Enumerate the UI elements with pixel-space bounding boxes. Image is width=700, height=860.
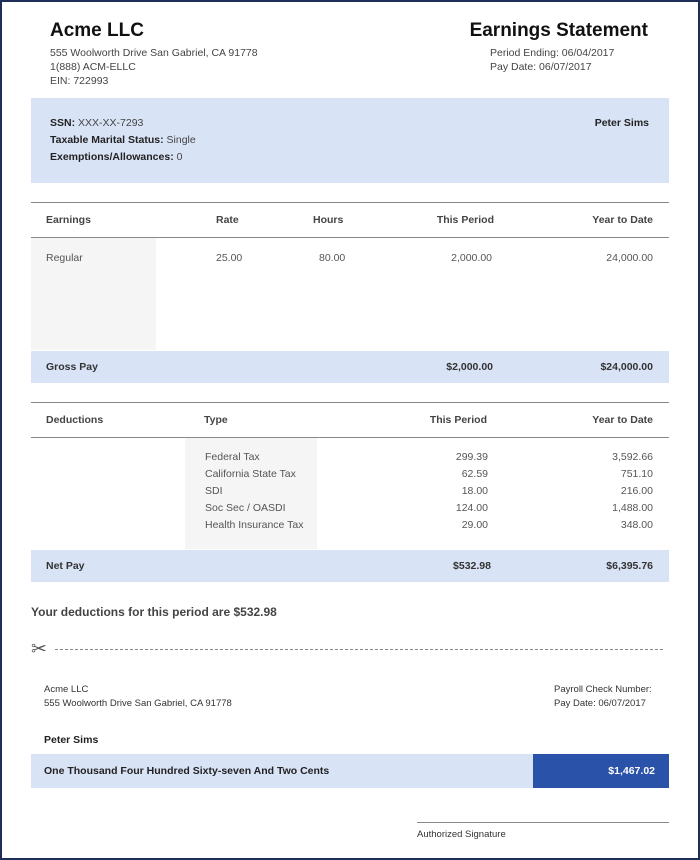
net-pay-period: $532.98 [453, 560, 491, 572]
deduction-ytd-list [540, 451, 653, 536]
scissors-icon: ✂ [31, 639, 47, 660]
dashed-divider [55, 649, 663, 650]
ssn-label: SSN: [50, 117, 76, 129]
deduction-period: 124.00 [455, 502, 488, 514]
signature-line [417, 822, 669, 823]
deduction-period: 29.00 [461, 519, 488, 531]
gross-pay-period: $2,000.00 [446, 361, 493, 373]
marital-line [50, 134, 196, 146]
deductions-header-ytd: Year to Date [592, 414, 653, 426]
earnings-header-this-period: This Period [436, 214, 494, 226]
ssn-value: XXX-XX-7293 [78, 117, 144, 129]
gross-pay-label: Gross Pay [46, 361, 98, 373]
deduction-ytd: 216.00 [620, 485, 653, 497]
deduction-type: Health Insurance Tax [205, 519, 304, 531]
deduction-type: Soc Sec / OASDI [205, 502, 286, 514]
company-ein: EIN: 722993 [50, 75, 109, 87]
marital-value: Single [166, 134, 196, 146]
exemptions-value: 0 [176, 151, 183, 163]
earnings-row-ytd: 24,000.00 [606, 252, 653, 264]
earnings-header-rate: Rate [216, 214, 239, 226]
deduction-period: 299.39 [455, 451, 488, 463]
earnings-header-hours: Hours [313, 214, 344, 226]
check-company-block [44, 683, 232, 711]
pay-date: Pay Date: 06/07/2017 [490, 61, 592, 73]
earnings-row-name: Regular [46, 252, 83, 264]
deduction-type: SDI [205, 485, 223, 497]
deductions-header-type: Type [204, 414, 228, 426]
earnings-header-ytd: Year to Date [592, 214, 653, 226]
signature-label: Authorized Signature [417, 829, 506, 840]
exemptions-label: Exemptions/Allowances: [50, 151, 174, 163]
deduction-type: Federal Tax [205, 451, 260, 463]
check-amount-words: One Thousand Four Hundred Sixty-seven And Two Cents [44, 765, 330, 777]
deduction-ytd: 3,592.66 [612, 451, 653, 463]
deductions-header-deductions: Deductions [46, 414, 104, 426]
deduction-ytd: 751.10 [620, 468, 653, 480]
employee-name: Peter Sims [594, 117, 649, 129]
net-pay-ytd: $6,395.76 [606, 560, 653, 572]
employee-info-panel [31, 98, 669, 183]
deductions-header-rule [31, 437, 669, 438]
deduction-period-list [388, 451, 488, 536]
deduction-period: 18.00 [461, 485, 488, 497]
net-pay-band [31, 550, 669, 582]
earnings-row-rate: 25.00 [216, 252, 243, 264]
gross-pay-ytd: $24,000.00 [600, 361, 653, 373]
check-pay-date: Pay Date: 06/07/2017 [554, 698, 646, 709]
company-address-block [50, 46, 258, 88]
deductions-summary: Your deductions for this period are $532.98 [31, 605, 277, 619]
check-payee: Peter Sims [44, 734, 99, 746]
company-name: Acme LLC [50, 20, 144, 41]
deduction-type-list [205, 451, 303, 536]
statement-title: Earnings Statement [469, 20, 648, 41]
gross-pay-band [31, 351, 669, 383]
earnings-top-rule [31, 202, 669, 203]
company-phone: 1(888) ACM-ELLC [50, 61, 136, 73]
statement-dates [490, 46, 614, 74]
check-info-block [554, 683, 652, 711]
net-pay-label: Net Pay [46, 560, 85, 572]
exemptions-line [50, 151, 182, 163]
deductions-top-rule [31, 402, 669, 403]
deductions-header-this-period: This Period [429, 414, 487, 426]
earnings-header-earnings: Earnings [46, 214, 91, 226]
earnings-row-hours: 80.00 [319, 252, 346, 264]
marital-label: Taxable Marital Status: [50, 134, 164, 146]
deduction-ytd: 348.00 [620, 519, 653, 531]
check-amount: $1,467.02 [608, 765, 655, 777]
cut-line [31, 639, 669, 660]
deduction-ytd: 1,488.00 [612, 502, 653, 514]
check-company-name: Acme LLC [44, 684, 89, 695]
deduction-type: California State Tax [205, 468, 296, 480]
check-company-address: 555 Woolworth Drive San Gabriel, CA 91778 [44, 698, 232, 709]
earnings-row-this-period: 2,000.00 [451, 252, 492, 264]
deduction-period: 62.59 [461, 468, 488, 480]
check-amount-box [533, 754, 669, 788]
check-number-label: Payroll Check Number: [554, 684, 652, 695]
company-address: 555 Woolworth Drive San Gabriel, CA 91778 [50, 47, 258, 59]
ssn-line [50, 117, 143, 129]
period-ending: Period Ending: 06/04/2017 [490, 47, 615, 59]
